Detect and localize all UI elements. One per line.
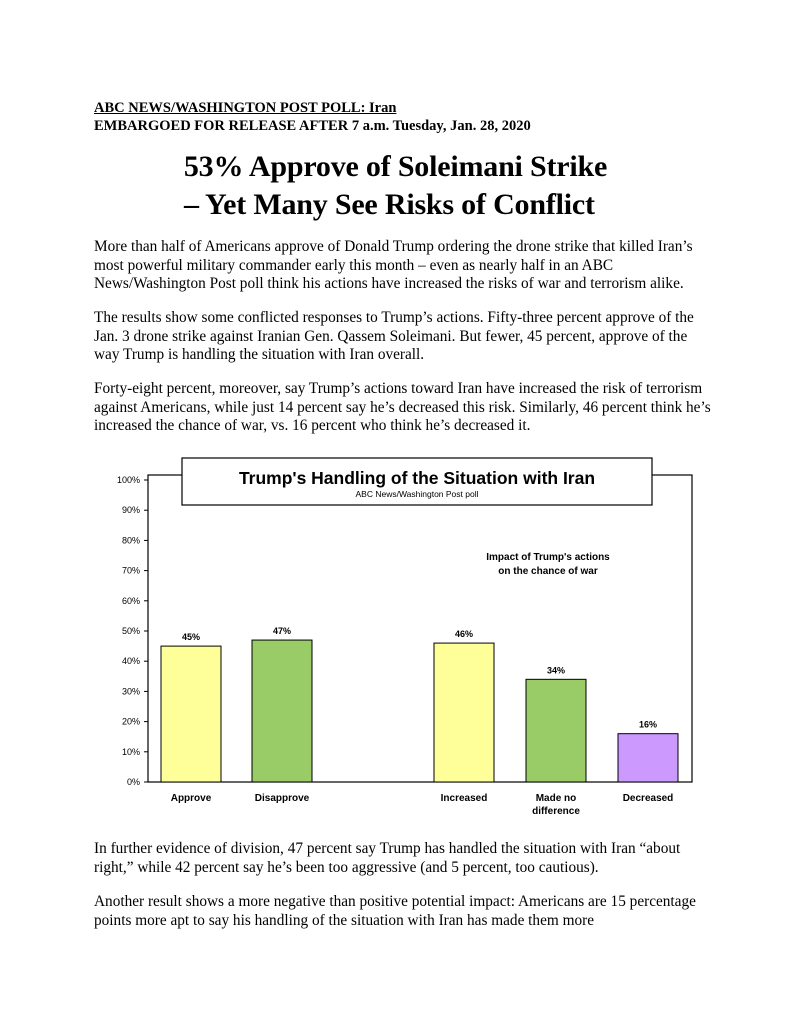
y-tick-label: 50% (121, 626, 140, 636)
bar-value-label: 46% (454, 629, 474, 640)
y-tick-label: 70% (121, 565, 140, 576)
y-tick-label: 80% (121, 535, 140, 546)
bar-value-label: 45% (181, 632, 201, 643)
y-tick-label: 0% (126, 777, 140, 787)
category-label: Decreased (622, 793, 674, 804)
category-label: Approve (170, 793, 212, 804)
poll-header: ABC NEWS/WASHINGTON POST POLL: Iran (94, 100, 397, 116)
paragraph-5: Another result shows a more negative than positive potential impact: Americans are 15 percentage points more apt to say his handling of the situation with Iran has made them more (94, 893, 696, 929)
category-label: Made no (535, 793, 577, 804)
chart-subtitle: ABC News/Washington Post poll (355, 489, 479, 499)
category-label: Disapprove (254, 793, 310, 804)
bar-value-label: 16% (638, 719, 658, 730)
embargo-line: EMBARGOED FOR RELEASE AFTER 7 a.m. Tuesday, Jan. 28, 2020 (94, 118, 531, 134)
chart-title: Trump's Handling of the Situation with Iran (238, 468, 596, 488)
annotation-line-1: Impact of Trump's actions (486, 552, 610, 563)
bar-disapprove (252, 640, 312, 782)
bar-approve (161, 646, 221, 782)
bar-made-no-difference (526, 679, 586, 782)
y-tick-label: 90% (121, 505, 140, 516)
bar-decreased (618, 734, 678, 782)
y-tick-label: 100% (116, 475, 140, 485)
bar-increased (434, 643, 494, 782)
bar-value-label: 47% (272, 626, 292, 637)
y-tick-label: 40% (121, 656, 140, 667)
category-label: difference (532, 806, 580, 817)
headline-line-1: 53% Approve of Soleimani Strike (183, 150, 608, 183)
paragraph-3: Forty-eight percent, moreover, say Trump’s actions toward Iran have increased the risk of terrorism against Americans, while just 14 percent say he’s decreased this risk. Similarly, 46 percent think he’s increased the chance of war, vs. 16 percent who think he’s decreased it. (94, 380, 711, 435)
annotation-line-2: on the chance of war (498, 566, 598, 577)
plot-frame (148, 475, 692, 782)
paragraph-2: The results show some conflicted responses to Trump’s actions. Fifty-three percent approve of the Jan. 3 drone strike against Iranian Gen. Qassem Soleimani. But fewer, 45 percent, approve of the way Trump is handling the situation with Iran overall. (94, 309, 694, 364)
y-tick-label: 10% (121, 746, 140, 757)
y-tick-label: 30% (121, 686, 140, 697)
y-tick-label: 20% (121, 716, 140, 727)
category-label: Increased (440, 793, 488, 804)
headline-line-2: – Yet Many See Risks of Conflict (184, 188, 595, 221)
paragraph-1: More than half of Americans approve of Donald Trump ordering the drone strike that killed Iran’s most powerful military commander early this month – even as nearly half in an ABC News/Washington Post poll think his actions have increased the risks of war and terrorism alike. (94, 238, 693, 293)
y-tick-label: 60% (121, 595, 140, 606)
bar-value-label: 34% (546, 665, 566, 676)
paragraph-4: In further evidence of division, 47 percent say Trump has handled the situation with Iran “about right,” while 42 percent say he’s been too aggressive (and 5 percent, too cautious). (94, 840, 681, 876)
